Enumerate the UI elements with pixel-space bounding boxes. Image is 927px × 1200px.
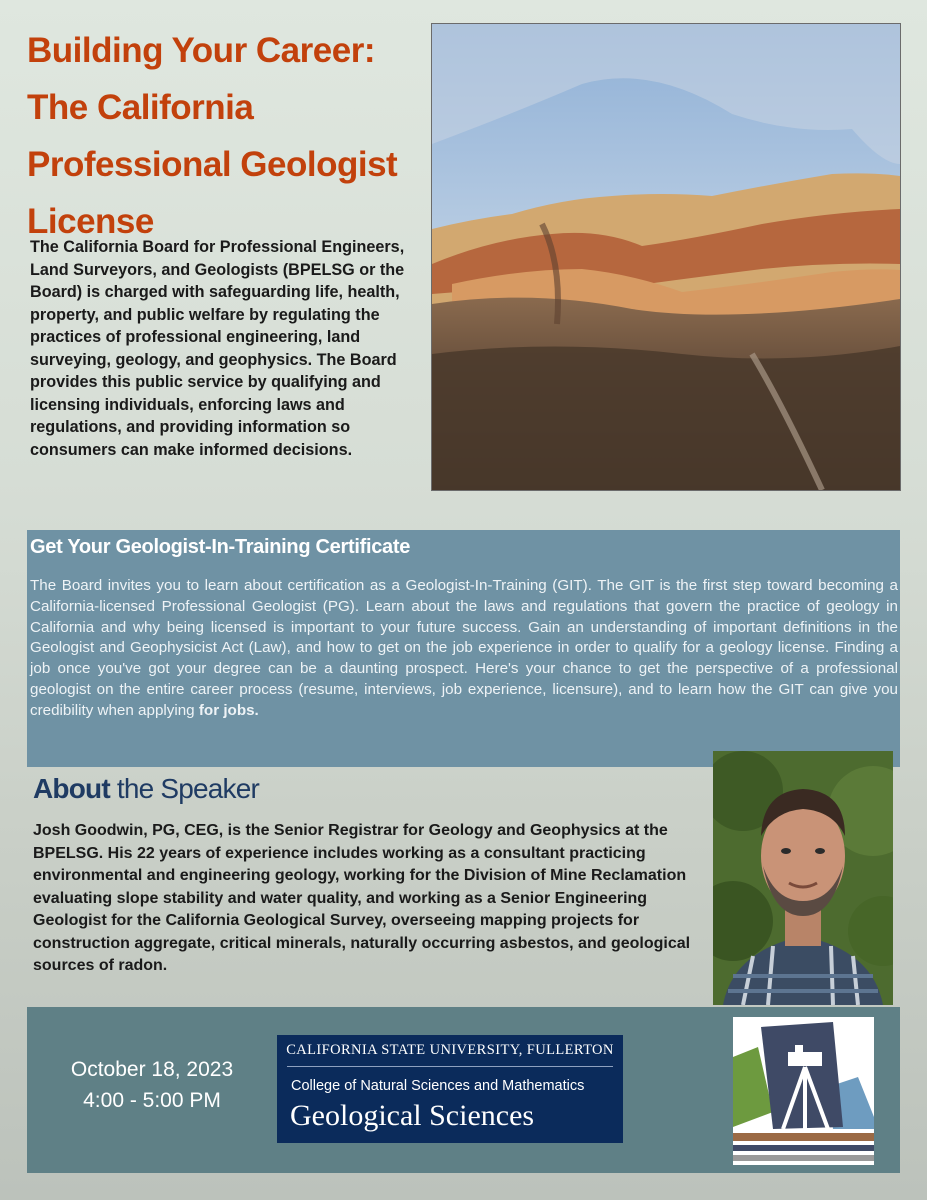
git-body: The Board invites you to learn about certification as a Geologist-In-Training (GIT). The GIT is the first step toward becoming a California-licensed Professional Geologist (PG). Learn about the laws and regulations that govern the practice of geology in California and why being licensed is important to your future success. Gain an understanding of important definitions in the Geologist and Geophysicist Act (Law), and how to get on the job experience in order to qualify for a geology license. Finding a job once you've got your degree can be a daunting prospect. Here's your chance to get the perspective of a professional geologist on the entire career process (resume, interviews, job experience, licensure), and to learn how the GIT can give you credibility when applying (30, 577, 898, 719)
git-section (27, 530, 900, 767)
title-line-3: Professional Geologist (27, 145, 398, 184)
page-title (27, 22, 427, 250)
speaker-heading-rest: the Speaker (109, 773, 260, 804)
csuf-logo (277, 1035, 623, 1143)
csuf-college: College of Natural Sciences and Mathematics (291, 1078, 585, 1094)
event-footer (27, 1007, 900, 1173)
event-time: 4:00 - 5:00 PM (83, 1089, 221, 1112)
title-line-4: License (27, 202, 154, 241)
git-body-end: for jobs. (198, 701, 259, 719)
landscape-photo (431, 23, 901, 491)
git-heading: Get Your Geologist-In-Training Certificate (30, 536, 411, 558)
title-line-2: The California (27, 88, 254, 127)
csuf-divider (287, 1066, 613, 1067)
speaker-bio: Josh Goodwin, PG, CEG, is the Senior Registrar for Geology and Geophysics at the BPELSG. His 22 years of experience includes working as a consultant practicing environmental and engineering geology, working for the Division of Mine Reclamation evaluating slope stability and water quality, and working as a Senior Engineering Geologist for the California Geological Survey, overseeing mapping projects for construction aggregate, critical minerals, naturally occurring asbestos, and geological sources of radon. (33, 822, 691, 974)
title-line-1: Building Your Career: (27, 31, 375, 70)
csuf-university: CALIFORNIA STATE UNIVERSITY, FULLERTON (286, 1042, 614, 1058)
git-description (30, 576, 898, 722)
speaker-portrait (713, 751, 893, 1005)
speaker-heading-bold: About (33, 773, 110, 804)
geology-department-logo (733, 1017, 874, 1165)
portrait-illustration (713, 751, 893, 1005)
survey-tripod-icon (733, 1017, 874, 1165)
speaker-heading (33, 773, 259, 805)
event-date: October 18, 2023 (70, 1058, 234, 1081)
csuf-department: Geological Sciences (290, 1099, 535, 1132)
intro-paragraph: The California Board for Professional Engineers, Land Surveyors, and Geologists (BPELSG or the Board) is charged with safeguarding life, health, property, and public welfare by regulating the practices of professional engineering, land surveying, geology, and geophysics. The Board provides this public service by qualifying and licensing individuals, enforcing laws and regulations, and providing information so consumers can make informed decisions. (30, 238, 405, 459)
event-details (27, 1054, 277, 1116)
landscape-illustration (432, 24, 900, 490)
